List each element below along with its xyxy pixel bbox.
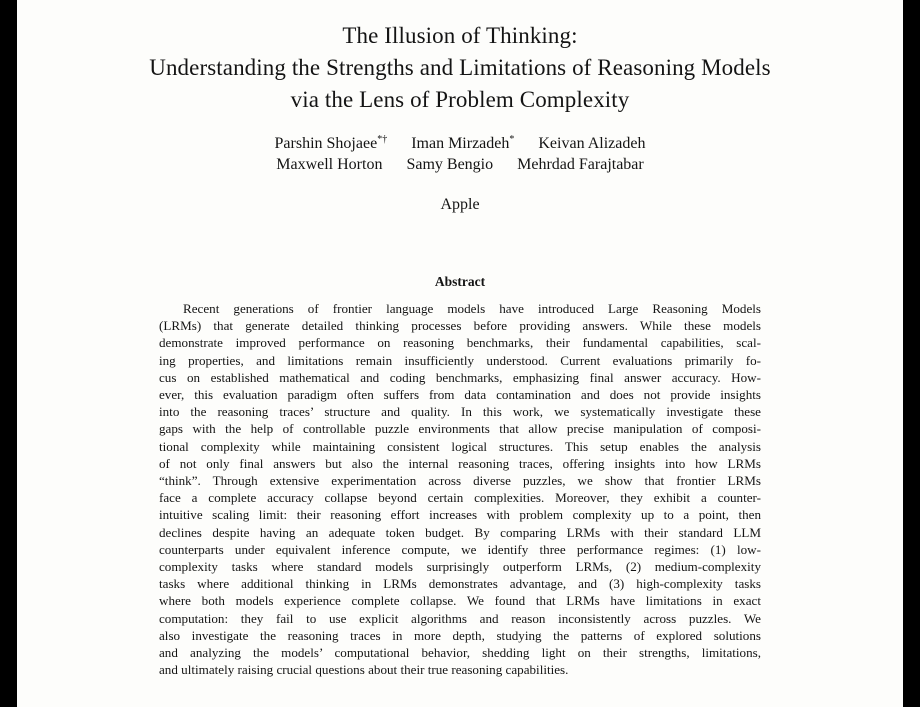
author (411, 133, 514, 154)
abstract-heading: Abstract (434, 274, 486, 289)
author-name: Maxwell Horton (276, 156, 383, 173)
author (276, 154, 382, 175)
abstract-line: face a complete accuracy collapse beyond certain complexities. Moreover, they exhibit a counter- (159, 490, 761, 506)
title-line-3: via the Lens of Problem Complexity (290, 87, 630, 112)
abstract-line: Recent generations of frontier language models have introduced Large Reasoning Models (183, 301, 761, 316)
abstract-line: tional complexity while maintaining consistent logical structures. This setup enables the analysis (159, 438, 761, 454)
author-row-2 (17, 154, 903, 175)
abstract-line: (LRMs) that generate detailed thinking processes before providing answers. While these models (159, 318, 761, 334)
abstract-line: and ultimately raising crucial questions about their true reasoning capabilities. (159, 662, 569, 678)
author-mark: * (509, 134, 515, 145)
abstract-line: ing properties, and limitations remain insufficiently understood. Current evaluations primarily fo- (159, 352, 761, 368)
abstract-line: where both models experience complete collapse. We found that LRMs have limitations in exact (159, 593, 761, 609)
abstract-line: cus on established mathematical and coding benchmarks, emphasizing final answer accuracy. How- (159, 369, 761, 385)
title-line-1: The Illusion of Thinking: (342, 23, 578, 48)
abstract-line: counterparts under equivalent inference compute, we identify three performance regimes: (1) low- (159, 541, 761, 557)
author-name: Parshin Shojaee (274, 135, 378, 152)
author (517, 154, 644, 175)
author (538, 133, 645, 154)
abstract-line: gaps with the help of controllable puzzle environments that allow precise manipulation of composi- (159, 421, 761, 437)
author (275, 133, 388, 154)
abstract-line: intuitive scaling limit: their reasoning effort increases with problem complexity up to a point, then (159, 507, 761, 523)
paper-page (17, 0, 903, 707)
abstract-line: demonstrate improved performance on reasoning benchmarks, their fundamental capabilities, scal- (159, 335, 761, 351)
abstract-line: tasks where additional thinking in LRMs demonstrates advantage, and (3) high-complexity tasks (159, 576, 761, 592)
abstract-body (159, 300, 761, 678)
abstract-line: and analyzing the models’ computational behavior, shedding light on their strengths, limitations, (159, 645, 761, 661)
affiliation: Apple (440, 196, 480, 213)
author (406, 154, 493, 175)
abstract-line: complexity tasks where standard models surprisingly outperform LRMs, (2) medium-complexity (159, 559, 761, 575)
abstract-line: “think”. Through extensive experimentation across diverse puzzles, we show that frontier LRMs (159, 473, 761, 489)
author-name: Mehrdad Farajtabar (517, 156, 644, 173)
author-name: Iman Mirzadeh (411, 135, 510, 152)
abstract-line: of not only final answers but also the internal reasoning traces, offering insights into how LRMs (159, 455, 761, 471)
abstract-line: computation: they fail to use explicit algorithms and reason inconsistently across puzzles. We (159, 610, 761, 626)
abstract-line: also investigate the reasoning traces in more depth, studying the patterns of explored solutions (159, 627, 761, 643)
abstract-line: ever, this evaluation paradigm often suffers from data contamination and does not provide insights (159, 387, 761, 403)
author-name: Keivan Alizadeh (538, 135, 646, 152)
author-name: Samy Bengio (406, 156, 494, 173)
author-mark: *† (377, 134, 388, 145)
author-row-1 (17, 133, 903, 154)
title-line-2: Understanding the Strengths and Limitations of Reasoning Models (149, 55, 771, 80)
author-list (17, 133, 903, 175)
abstract-line: into the reasoning traces’ structure and quality. In this work, we systematically investigate these (159, 404, 761, 420)
paper-title (17, 20, 903, 116)
abstract-line: declines despite having an adequate token budget. By comparing LRMs with their standard LLM (159, 524, 761, 540)
